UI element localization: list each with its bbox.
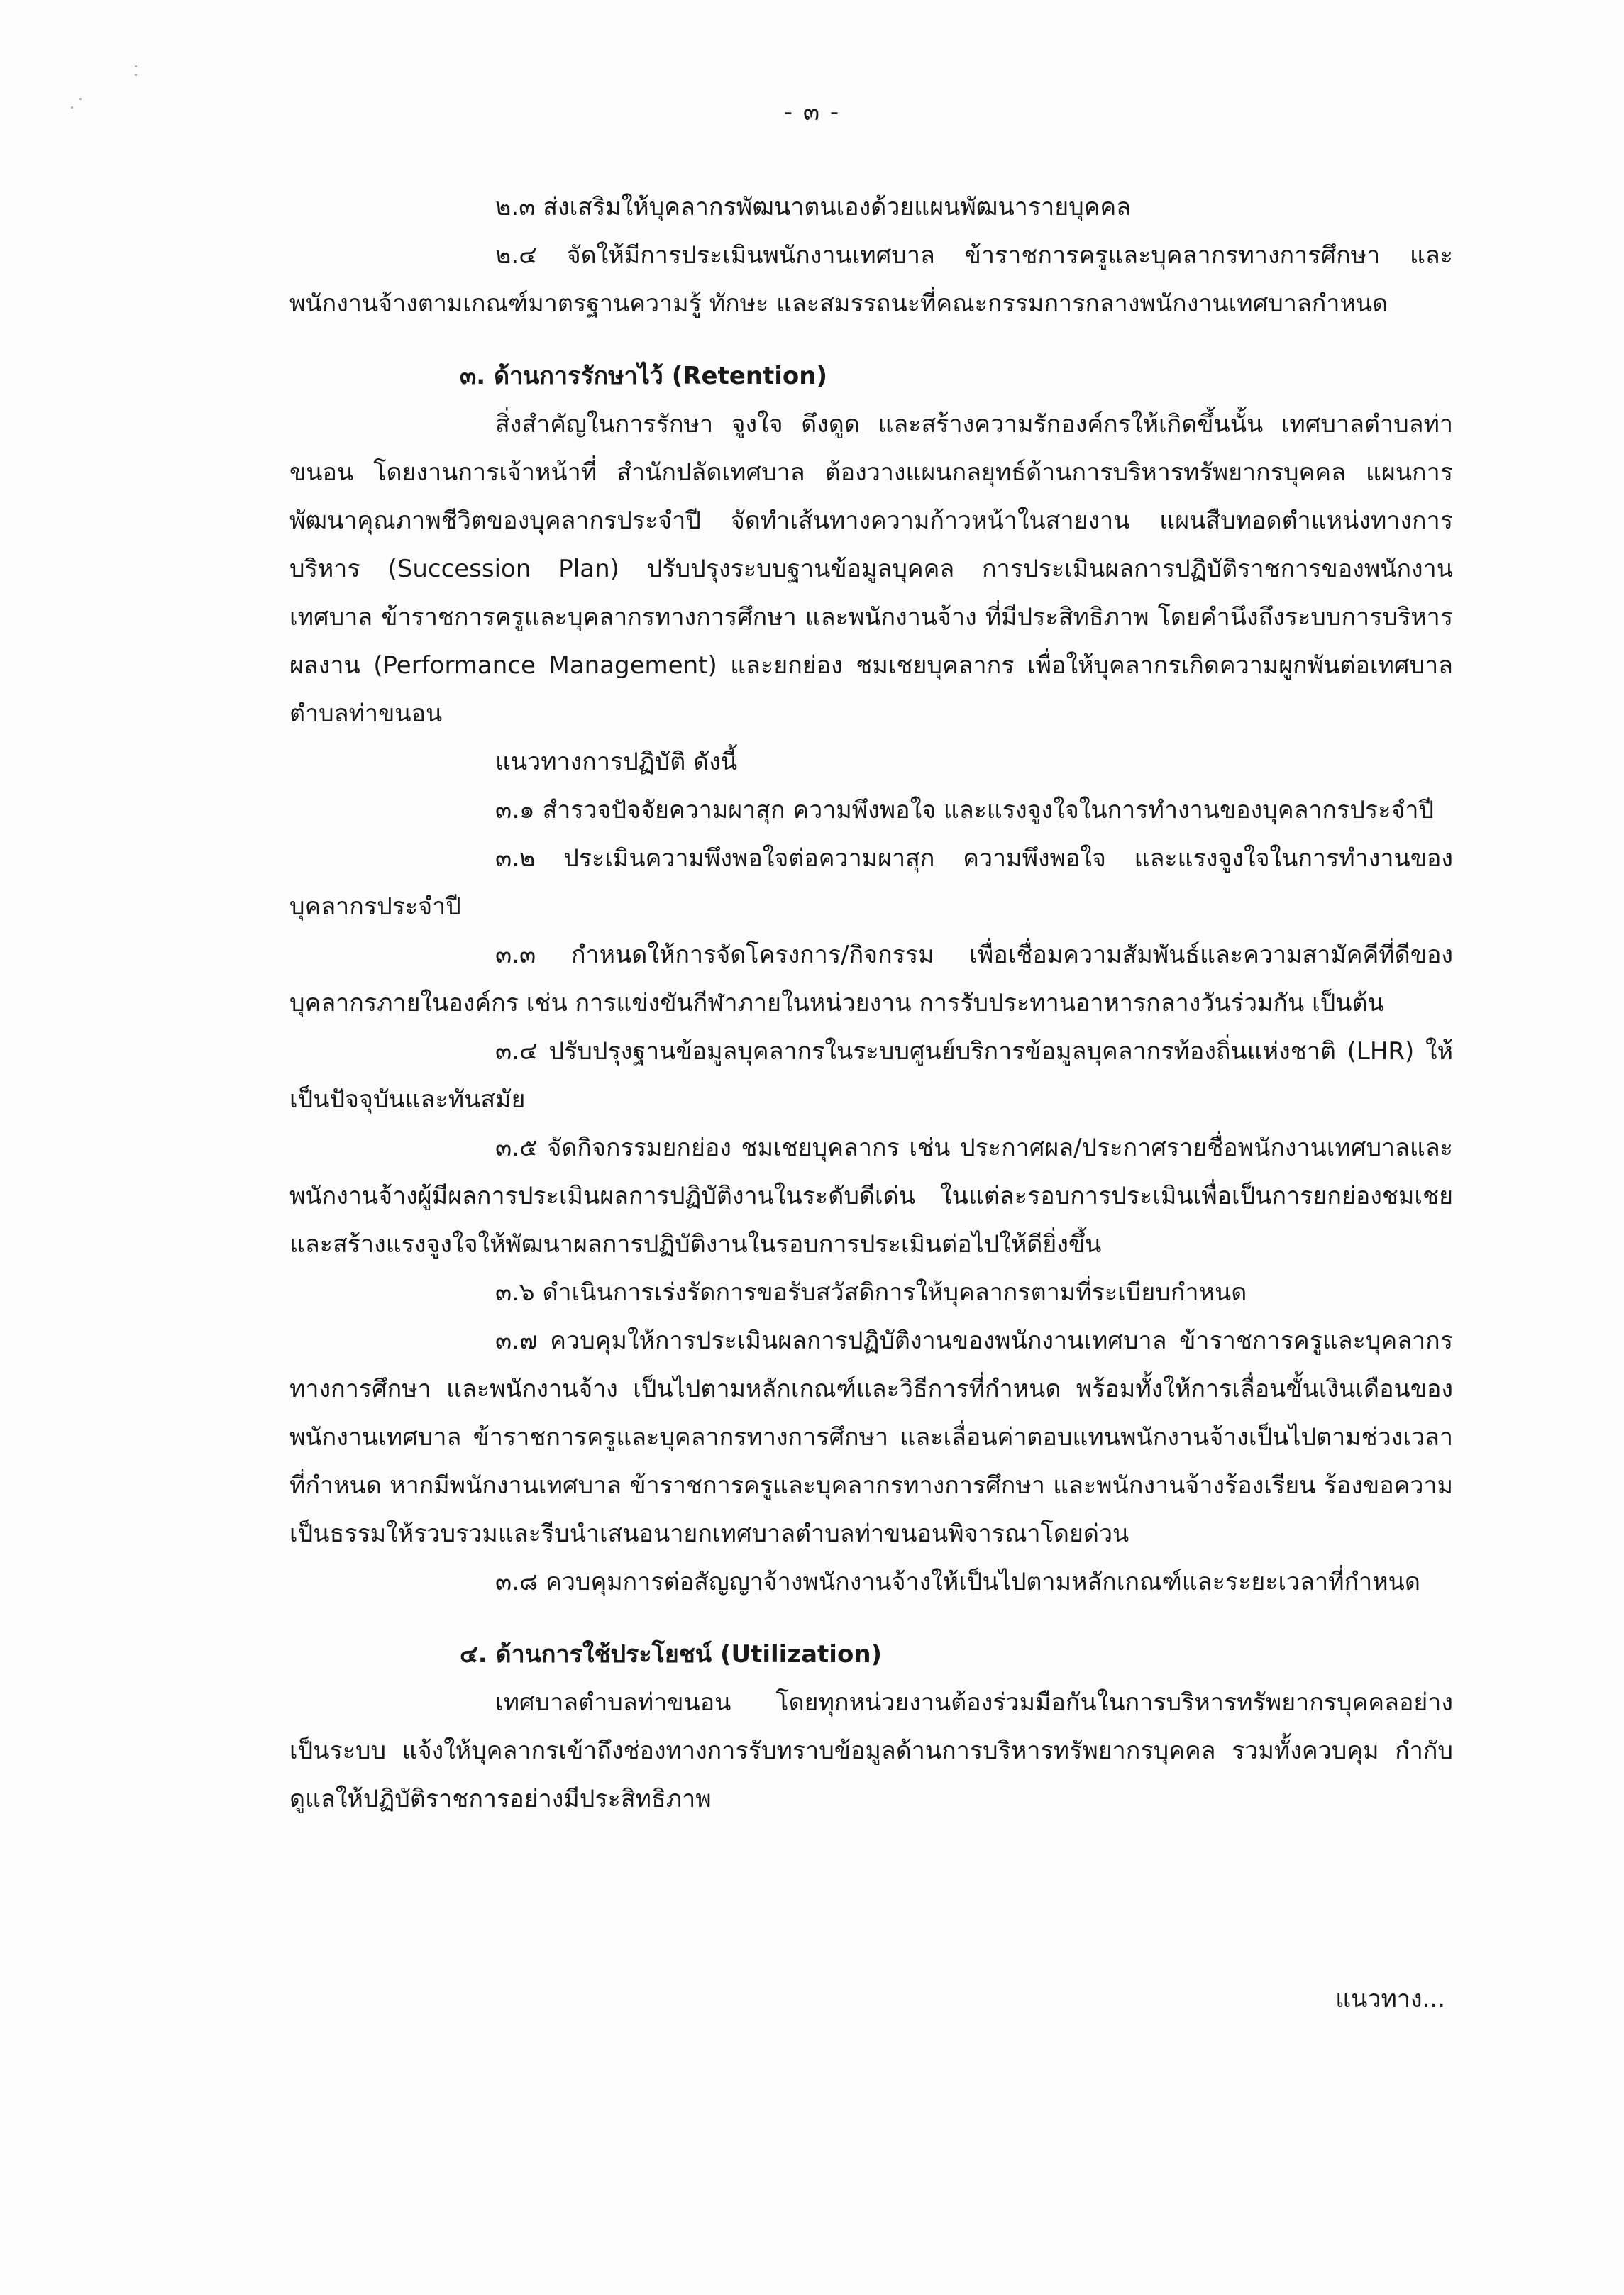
page-number: - ๓ - — [783, 98, 841, 126]
continuation-text: แนวทาง... — [1335, 1985, 1445, 2013]
item-3-8: ๓.๘ ควบคุมการต่อสัญญาจ้างพนักงานจ้างให้เป็นไปตามหลักเกณฑ์และระยะเวลาที่กำหนด — [495, 1568, 1421, 1596]
document-body — [289, 183, 1453, 1823]
section-4-paragraph: เทศบาลตำบลท่าขนอน โดยทุกหน่วยงานต้องร่วมมือกันในการบริหารทรัพยากรบุคคลอย่างเป็นระบบ แจ้งให้บุคลากรเข้าถึงช่องทางการรับทราบข้อมูลด้านการบริหารทรัพยากรบุคคล รวมทั้งควบคุม กำกับ ดูแลให้ปฏิบัติราชการอย่างมีประสิทธิภาพ — [289, 1688, 1453, 1813]
item-3-4: ๓.๔ ปรับปรุงฐานข้อมูลบุคลากรในระบบศูนย์บริการข้อมูลบุคลากรท้องถิ่นแห่งชาติ (LHR) ให้เป็นปัจจุบันและทันสมัย — [289, 1037, 1453, 1114]
scan-speck — [135, 65, 137, 67]
item-3-5: ๓.๕ จัดกิจกรรมยกย่อง ชมเชยบุคลากร เช่น ประกาศผล/ประกาศรายชื่อพนักงานเทศบาลและพนักงานจ้างผู้มีผลการประเมินผลการปฏิบัติงานในระดับดีเด่น ในแต่ละรอบการประเมินเพื่อเป็นการยกย่องชมเชยและสร้างแรงจูงใจให้พัฒนาผลการปฏิบัติงานในรอบการประเมินต่อไปให้ดียิ่งขึ้น — [289, 1134, 1453, 1259]
item-3-7: ๓.๗ ควบคุมให้การประเมินผลการปฏิบัติงานของพนักงานเทศบาล ข้าราชการครูและบุคลากรทางการศึกษา และพนักงานจ้าง เป็นไปตามหลักเกณฑ์และวิธีการที่กำหนด พร้อมทั้งให้การเลื่อนขั้นเงินเดือนของพนักงานเทศบาล ข้าราชการครูและบุคลากรทางการศึกษา และเลื่อนค่าตอบแทนพนักงานจ้างเป็นไปตามช่วงเวลาที่กำหนด หากมีพนักงานเทศบาล ข้าราชการครูและบุคลากรทางการศึกษา และพนักงานจ้างร้องเรียน ร้องขอความเป็นธรรมให้รวบรวมและรีบนำเสนอนายกเทศบาลตำบลท่าขนอนพิจารณาโดยด่วน — [289, 1327, 1453, 1548]
item-3-6: ๓.๖ ดำเนินการเร่งรัดการขอรับสวัสดิการให้บุคลากรตามที่ระเบียบกำหนด — [495, 1278, 1247, 1307]
item-2-3: ๒.๓ ส่งเสริมให้บุคลากรพัฒนาตนเองด้วยแผนพัฒนารายบุคคล — [495, 193, 1132, 221]
section-3-heading: ๓. ด้านการรักษาไว้ (Retention) — [460, 362, 828, 390]
section-4-heading: ๔. ด้านการใช้ประโยชน์ (Utilization) — [460, 1640, 883, 1669]
scan-speck — [135, 74, 137, 76]
item-2-4: ๒.๔ จัดให้มีการประเมินพนักงานเทศบาล ข้าราชการครูและบุคลากรทางการศึกษา และพนักงานจ้างตามเกณฑ์มาตรฐานความรู้ ทักษะ และสมรรถนะที่คณะกรรมการกลางพนักงานเทศบาลกำหนด — [289, 241, 1453, 318]
item-3-3: ๓.๓ กำหนดให้การจัดโครงการ/กิจกรรม เพื่อเชื่อมความสัมพันธ์และความสามัคคีที่ดีของบุคลากรภายในองค์กร เช่น การแข่งขันกีฬาภายในหน่วยงาน การรับประทานอาหารกลางวันร่วมกัน เป็นต้น — [289, 941, 1453, 1017]
guideline-label: แนวทางการปฏิบัติ ดังนี้ — [495, 748, 738, 776]
section-3-paragraph: สิ่งสำคัญในการรักษา จูงใจ ดึงดูด และสร้างความรักองค์กรให้เกิดขึ้นนั้น เทศบาลตำบลท่าขนอน โดยงานการเจ้าหน้าที่ สำนักปลัดเทศบาล ต้องวางแผนกลยุทธ์ด้านการบริหารทรัพยากรบุคคล แผนการพัฒนาคุณภาพชีวิตของบุคลากรประจำปี จัดทำเส้นทางความก้าวหน้าในสายงาน แผนสืบทอดตำแหน่งทางการบริหาร (Succession Plan) ปรับปรุงระบบฐานข้อมูลบุคคล การประเมินผลการปฏิบัติราชการของพนักงานเทศบาล ข้าราชการครูและบุคลากรทางการศึกษา และพนักงานจ้าง ที่มีประสิทธิภาพ โดยคำนึงถึงระบบการบริหารผลงาน (Performance Management) และยกย่อง ชมเชยบุคลากร เพื่อให้บุคลากรเกิดความผูกพันต่อเทศบาลตำบลท่าขนอน — [289, 410, 1453, 728]
item-3-1: ๓.๑ สำรวจปัจจัยความผาสุก ความพึงพอใจ และแรงจูงใจในการทำงานของบุคลากรประจำปี — [495, 796, 1435, 824]
item-3-2: ๓.๒ ประเมินความพึงพอใจต่อความผาสุก ความพึงพอใจ และแรงจูงใจในการทำงานของบุคลากรประจำปี — [289, 844, 1453, 921]
